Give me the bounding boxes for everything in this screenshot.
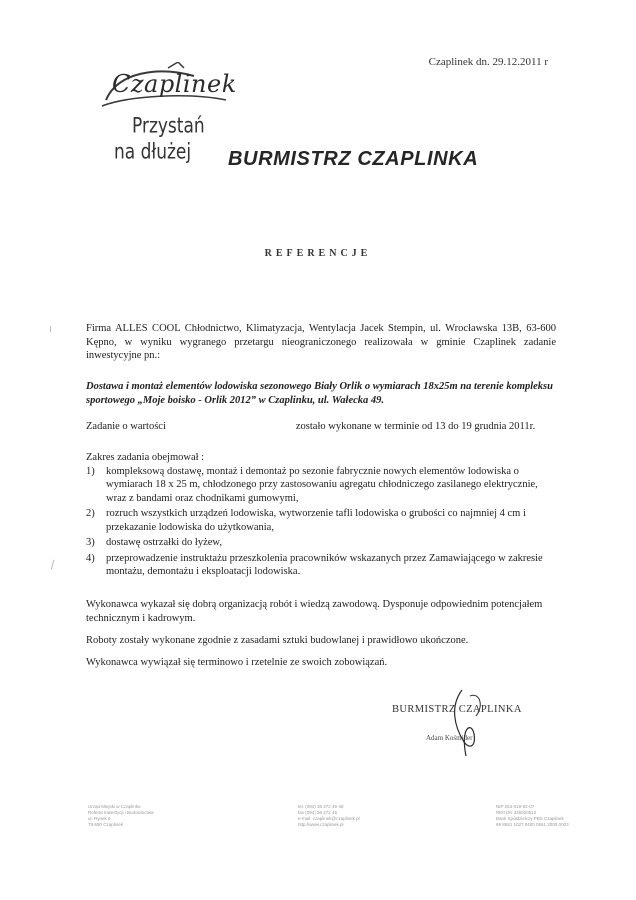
footer-line: ul. Rynek 6: [88, 816, 111, 821]
scope-section: [86, 451, 556, 581]
footer-line: e-mail: czaplinek@czaplinek.pl: [298, 816, 360, 821]
footer-line: fax (094) 36 272 45: [298, 810, 338, 815]
footer-line: 69 8581 1027 0400 0551 2000 0003: [496, 822, 569, 827]
signature-name: Adam Kośmider: [426, 734, 473, 742]
scope-item: [86, 552, 556, 579]
footer-address: [88, 804, 154, 828]
footer-line: NIP 253-018-92-07: [496, 804, 535, 809]
intro-paragraph: Firma ALLES COOL Chłodnictwo, Klimatyzacja, Wentylacja Jacek Stempin, ul. Wrocławska 13B, 63-600 Kępno, w wyniku wygranego przetargu nieograniczonego realizowała w gminie Czaplinek zadanie inwestycyjne pn.:: [86, 323, 556, 361]
value-result: zostało wykonane w terminie od 13 do 19 grudnia 2011r.: [295, 421, 536, 432]
scope-item-text: dostawę ostrzałki do łyżew,: [106, 537, 222, 548]
footer-line: REGON 330920512: [496, 810, 537, 815]
footer-line: Bank Spółdzielczy PBS Czaplinek: [496, 816, 564, 821]
closing-paragraph: Roboty zostały wykonane zgodnie z zasadami sztuki budowlanej i prawidłowo ukończone.: [86, 635, 469, 646]
signature-title: BURMISTRZ CZAPLINKA: [392, 704, 522, 715]
scope-item-number: 1): [86, 465, 95, 477]
handwritten-signature-icon: [440, 686, 500, 758]
scope-item: [86, 536, 556, 550]
scope-item-number: 4): [86, 552, 95, 564]
value-line: [86, 420, 556, 434]
footer-contact: [298, 804, 360, 828]
closing-paragraph: Wykonawca wykazał się dobrą organizacją robót i wiedzą zawodową. Dysponuje odpowiednim potencjałem technicznym i kadrowym.: [86, 599, 543, 624]
footer-line: 78-550 Czaplinek: [88, 822, 124, 827]
scope-item-number: 3): [86, 537, 95, 548]
scope-item: [86, 507, 556, 534]
scope-intro: Zakres zadania obejmował :: [86, 452, 205, 463]
closing-paragraph: Wykonawca wywiązał się terminowo i rzetelnie ze swoich zobowiązań.: [86, 657, 388, 668]
scope-item: [86, 465, 556, 506]
scan-speck: [50, 326, 54, 332]
scope-item-text: kompleksową dostawę, montaż i demontaż po sezonie fabrycznie nowych elementów lodowiska o wymiarach 18 x 25 m, chłodzonego przy zastosowaniu agregatu chłodniczego zasilanego elektrycznie, wraz z bandami oraz chodnikami gumowymi,: [106, 465, 538, 504]
project-name: Dostawa i montaż elementów lodowiska sezonowego Biały Orlik o wymiarach 18x25m na terenie kompleksu sportowego „Moje boisko - Orlik 2012” w Czaplinku, ul. Wałecka 49.: [86, 381, 553, 406]
scan-speck: [51, 560, 57, 571]
czaplinek-logo: [98, 62, 238, 192]
footer-bank: [496, 804, 569, 828]
closing-section: [86, 598, 556, 678]
scope-item-text: rozruch wszystkich urządzeń lodowiska, wytworzenie tafli lodowiska o grubości co najmniej 4 cm i przekazanie lodowiska do użytkowania,: [106, 508, 526, 533]
page-heading: BURMISTRZ CZAPLINKA: [228, 148, 479, 170]
footer-line: Referat Inwestycji i Budownictwa: [88, 810, 154, 815]
scope-list: [86, 465, 556, 579]
footer-line: tel. (094) 36 272 45-48: [298, 804, 344, 809]
footer-line: http://www.czaplinek.pl: [298, 822, 344, 827]
value-label: Zadanie o wartości: [86, 421, 166, 432]
logo-tagline-line2: na dłużej: [114, 139, 192, 165]
scope-item-number: 2): [86, 508, 95, 519]
document-date: Czaplinek dn. 29.12.2011 r: [428, 56, 548, 68]
scope-item-text: przeprowadzenie instruktażu przeszkolenia pracowników wskazanych przez Zamawiającego w zakresie montażu, demontażu i eksploatacji lodowiska.: [106, 552, 543, 577]
document-title: REFERENCJE: [264, 248, 372, 259]
footer-line: Urząd Miejski w Czaplinku: [88, 804, 141, 809]
logo-wordmark: Czaplinek: [112, 70, 237, 98]
logo-tagline-line1: Przystań: [132, 113, 205, 139]
